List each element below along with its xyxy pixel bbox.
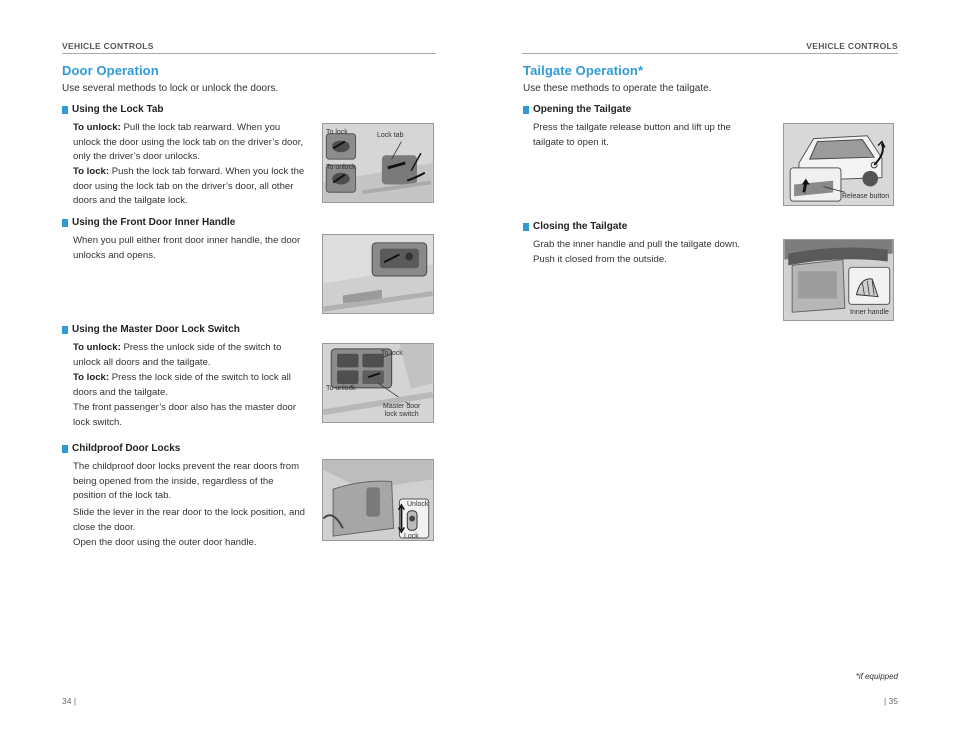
master-unlock-text bbox=[73, 341, 305, 370]
lock-tab-lock-text bbox=[73, 165, 305, 209]
childproof-text-1: The childproof door locks prevent the rear doors from being opened from the inside, regardless of the position of the lock tab. bbox=[73, 461, 300, 501]
unlock-label: To unlock: bbox=[73, 122, 121, 133]
inner-handle-text: When you pull either front door inner handle, the door unlocks and opens. bbox=[73, 235, 301, 261]
subhead-lock-tab: Using the Lock Tab bbox=[62, 104, 164, 115]
master-lock-text bbox=[73, 371, 305, 400]
unlock-desc: Pull the lock tab rearward. When you unlock the door using the lock tab on the driver’s door, only the driver’s door unlocks. bbox=[73, 122, 304, 162]
lock-label: To lock: bbox=[73, 166, 110, 177]
lock-tab-illustration bbox=[322, 123, 434, 203]
page-number-left: 34 | bbox=[62, 696, 77, 706]
section-title-tailgate: Tailgate Operation* bbox=[523, 63, 644, 78]
label-master-line2: lock switch bbox=[384, 411, 419, 418]
master-unlock-desc: Press the unlock side of the switch to unlock all doors and the tailgate. bbox=[73, 342, 282, 368]
master-unlock-label: To unlock: bbox=[73, 342, 121, 353]
subhead-opening-tailgate: Opening the Tailgate bbox=[523, 104, 631, 115]
running-head-right: VEHICLE CONTROLS bbox=[806, 41, 898, 51]
childproof-illustration bbox=[322, 459, 434, 541]
closing-tailgate-text: Grab the inner handle and pull the tailgate down. Push it closed from the outside. bbox=[533, 239, 740, 265]
label-unlock: Unlock bbox=[407, 501, 429, 508]
label-to-lock: To lock bbox=[326, 129, 348, 136]
label-master-switch bbox=[383, 403, 420, 419]
master-switch-illustration bbox=[322, 343, 434, 423]
lock-desc: Push the lock tab forward. When you lock the door using the lock tab on the driver’s door, all other doors and the tailgate lock. bbox=[73, 166, 305, 206]
label-master-to-lock: To lock bbox=[381, 350, 403, 357]
inner-handle-illustration bbox=[322, 234, 434, 314]
running-head-left: VEHICLE CONTROLS bbox=[62, 41, 154, 51]
label-master-line1: Master door bbox=[383, 403, 421, 410]
label-lock: Lock bbox=[404, 533, 419, 540]
closing-tailgate-drawing bbox=[784, 240, 893, 320]
label-release-button: Release button bbox=[842, 193, 890, 200]
header-rule bbox=[522, 53, 898, 54]
closing-tailgate-illustration bbox=[783, 239, 894, 321]
label-inner-handle: Inner handle bbox=[850, 309, 889, 316]
opening-tailgate-illustration bbox=[783, 123, 894, 206]
page-number-right: | 35 bbox=[883, 696, 898, 706]
childproof-text-3: Open the door using the outer door handle. bbox=[73, 537, 257, 548]
tailgate-intro: Use these methods to operate the tailgate. bbox=[523, 83, 712, 94]
subhead-inner-handle: Using the Front Door Inner Handle bbox=[62, 217, 235, 228]
master-lock-label: To lock: bbox=[73, 372, 110, 383]
header-rule bbox=[62, 53, 436, 54]
subhead-master-switch: Using the Master Door Lock Switch bbox=[62, 324, 240, 335]
section-title-door-operation: Door Operation bbox=[62, 63, 159, 78]
label-master-to-unlock: To unlock bbox=[326, 385, 356, 392]
label-to-unlock: To unlock bbox=[326, 164, 356, 171]
opening-tailgate-text: Press the tailgate release button and lift up the tailgate to open it. bbox=[533, 122, 731, 148]
subhead-childproof: Childproof Door Locks bbox=[62, 443, 180, 454]
inner-handle-drawing bbox=[323, 235, 433, 313]
childproof-drawing bbox=[323, 460, 433, 540]
right-page bbox=[480, 0, 960, 750]
subhead-closing-tailgate: Closing the Tailgate bbox=[523, 221, 627, 232]
label-lock-tab: Lock tab bbox=[377, 132, 404, 139]
lock-tab-unlock-text bbox=[73, 121, 305, 165]
footnote-if-equipped: *if equipped bbox=[855, 672, 898, 681]
childproof-text-2: Slide the lever in the rear door to the lock position, and close the door. bbox=[73, 507, 305, 533]
door-intro: Use several methods to lock or unlock the doors. bbox=[62, 83, 279, 94]
master-note-text: The front passenger’s door also has the master door lock switch. bbox=[73, 402, 297, 428]
master-lock-desc: Press the lock side of the switch to lock all doors and the tailgate. bbox=[73, 372, 291, 398]
